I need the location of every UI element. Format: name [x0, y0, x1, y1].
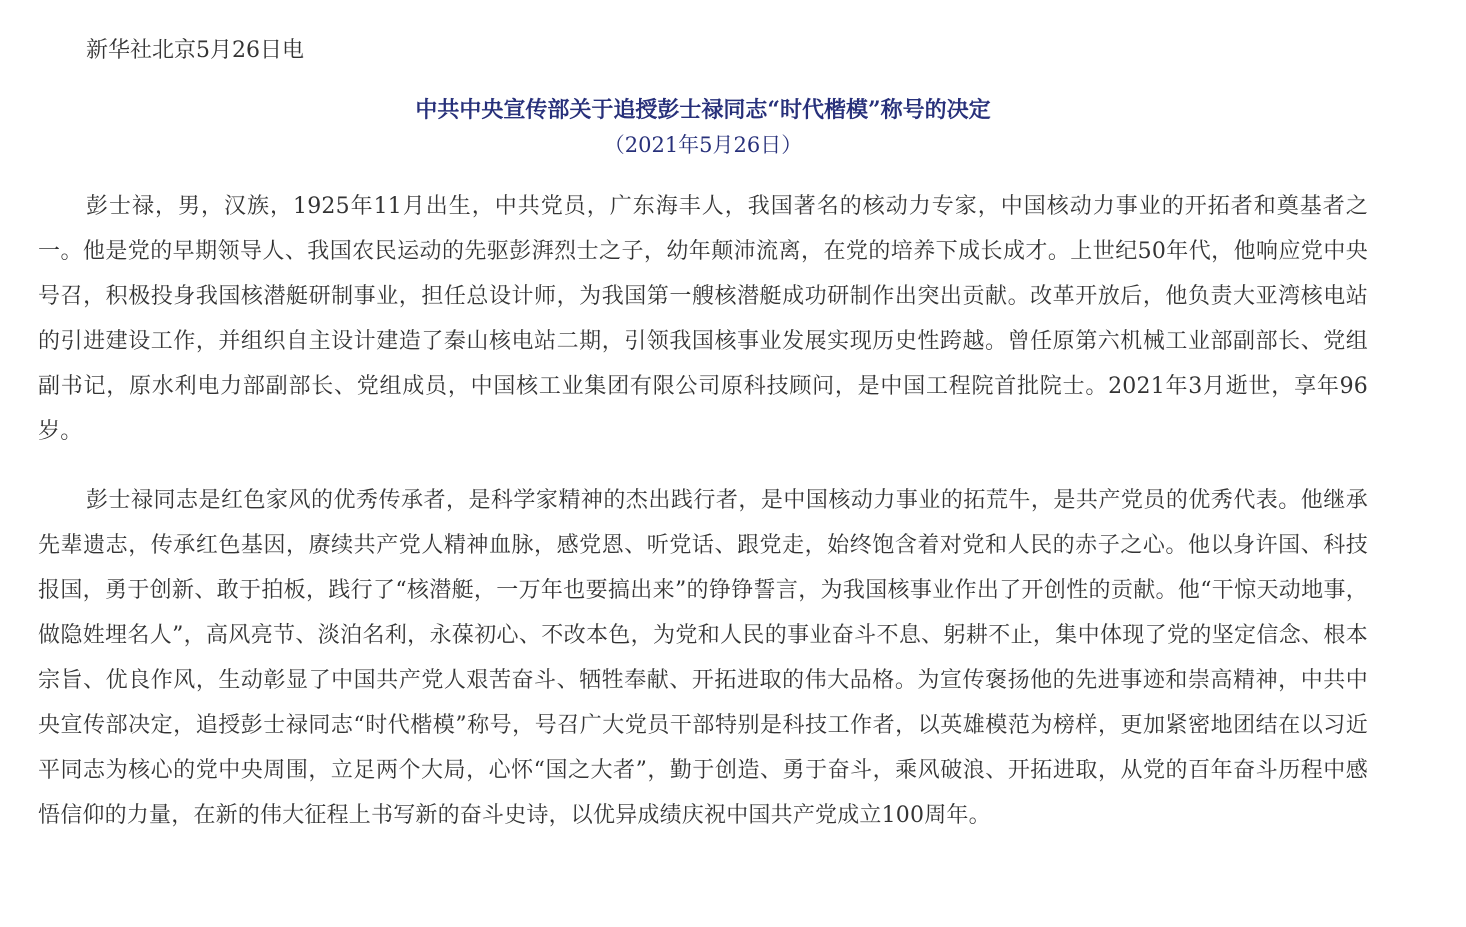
- article-title: 中共中央宣传部关于追授彭士禄同志“时代楷模”称号的决定: [415, 97, 991, 123]
- dateline: 新华社北京5月26日电: [86, 38, 304, 63]
- paragraph-1: 彭士禄，男，汉族，1925年11月出生，中共党员，广东海丰人，我国著名的核动力专家，中国核动力事业的开拓者和奠基者之一。他是党的早期领导人、我国农民运动的先驱彭湃烈士之子，幼年颠沛流离，在党的培养下成长成才。上世纪50年代，他响应党中央号召，积极投身我国核潜艇研制事业，担任总设计师，为我国第一艘核潜艇成功研制作出突出贡献。改革开放后，他负责大亚湾核电站的引进建设工作，并组织自主设计建造了秦山核电站二期，引领我国核事业发展实现历史性跨越。曾任原第六机械工业部副部长、党组副书记，原水利电力部副部长、党组成员，中国核工业集团有限公司原科技顾问，是中国工程院首批院士。2021年3月逝世，享年96岁。: [38, 194, 1368, 444]
- paragraph-2: 彭士禄同志是红色家风的优秀传承者，是科学家精神的杰出践行者，是中国核动力事业的拓荒牛，是共产党员的优秀代表。他继承先辈遗志，传承红色基因，赓续共产党人精神血脉，感党恩、听党话、跟党走，始终饱含着对党和人民的赤子之心。他以身许国、科技报国，勇于创新、敢于拍板，践行了“核潜艇，一万年也要搞出来”的铮铮誓言，为我国核事业作出了开创性的贡献。他“干惊天动地事，做隐姓埋名人”，高风亮节、淡泊名利，永葆初心、不改本色，为党和人民的事业奋斗不息、躬耕不止，集中体现了党的坚定信念、根本宗旨、优良作风，生动彰显了中国共产党人艰苦奋斗、牺牲奉献、开拓进取的伟大品格。为宣传褒扬他的先进事迹和崇高精神，中共中央宣传部决定，追授彭士禄同志“时代楷模”称号，号召广大党员干部特别是科技工作者，以英雄模范为榜样，更加紧密地团结在以习近平同志为核心的党中央周围，立足两个大局，心怀“国之大者”，勤于创造、勇于奋斗，乘风破浪、开拓进取，从党的百年奋斗历程中感悟信仰的力量，在新的伟大征程上书写新的奋斗史诗，以优异成绩庆祝中国共产党成立100周年。: [38, 488, 1368, 828]
- article-date: （2021年5月26日）: [603, 133, 803, 157]
